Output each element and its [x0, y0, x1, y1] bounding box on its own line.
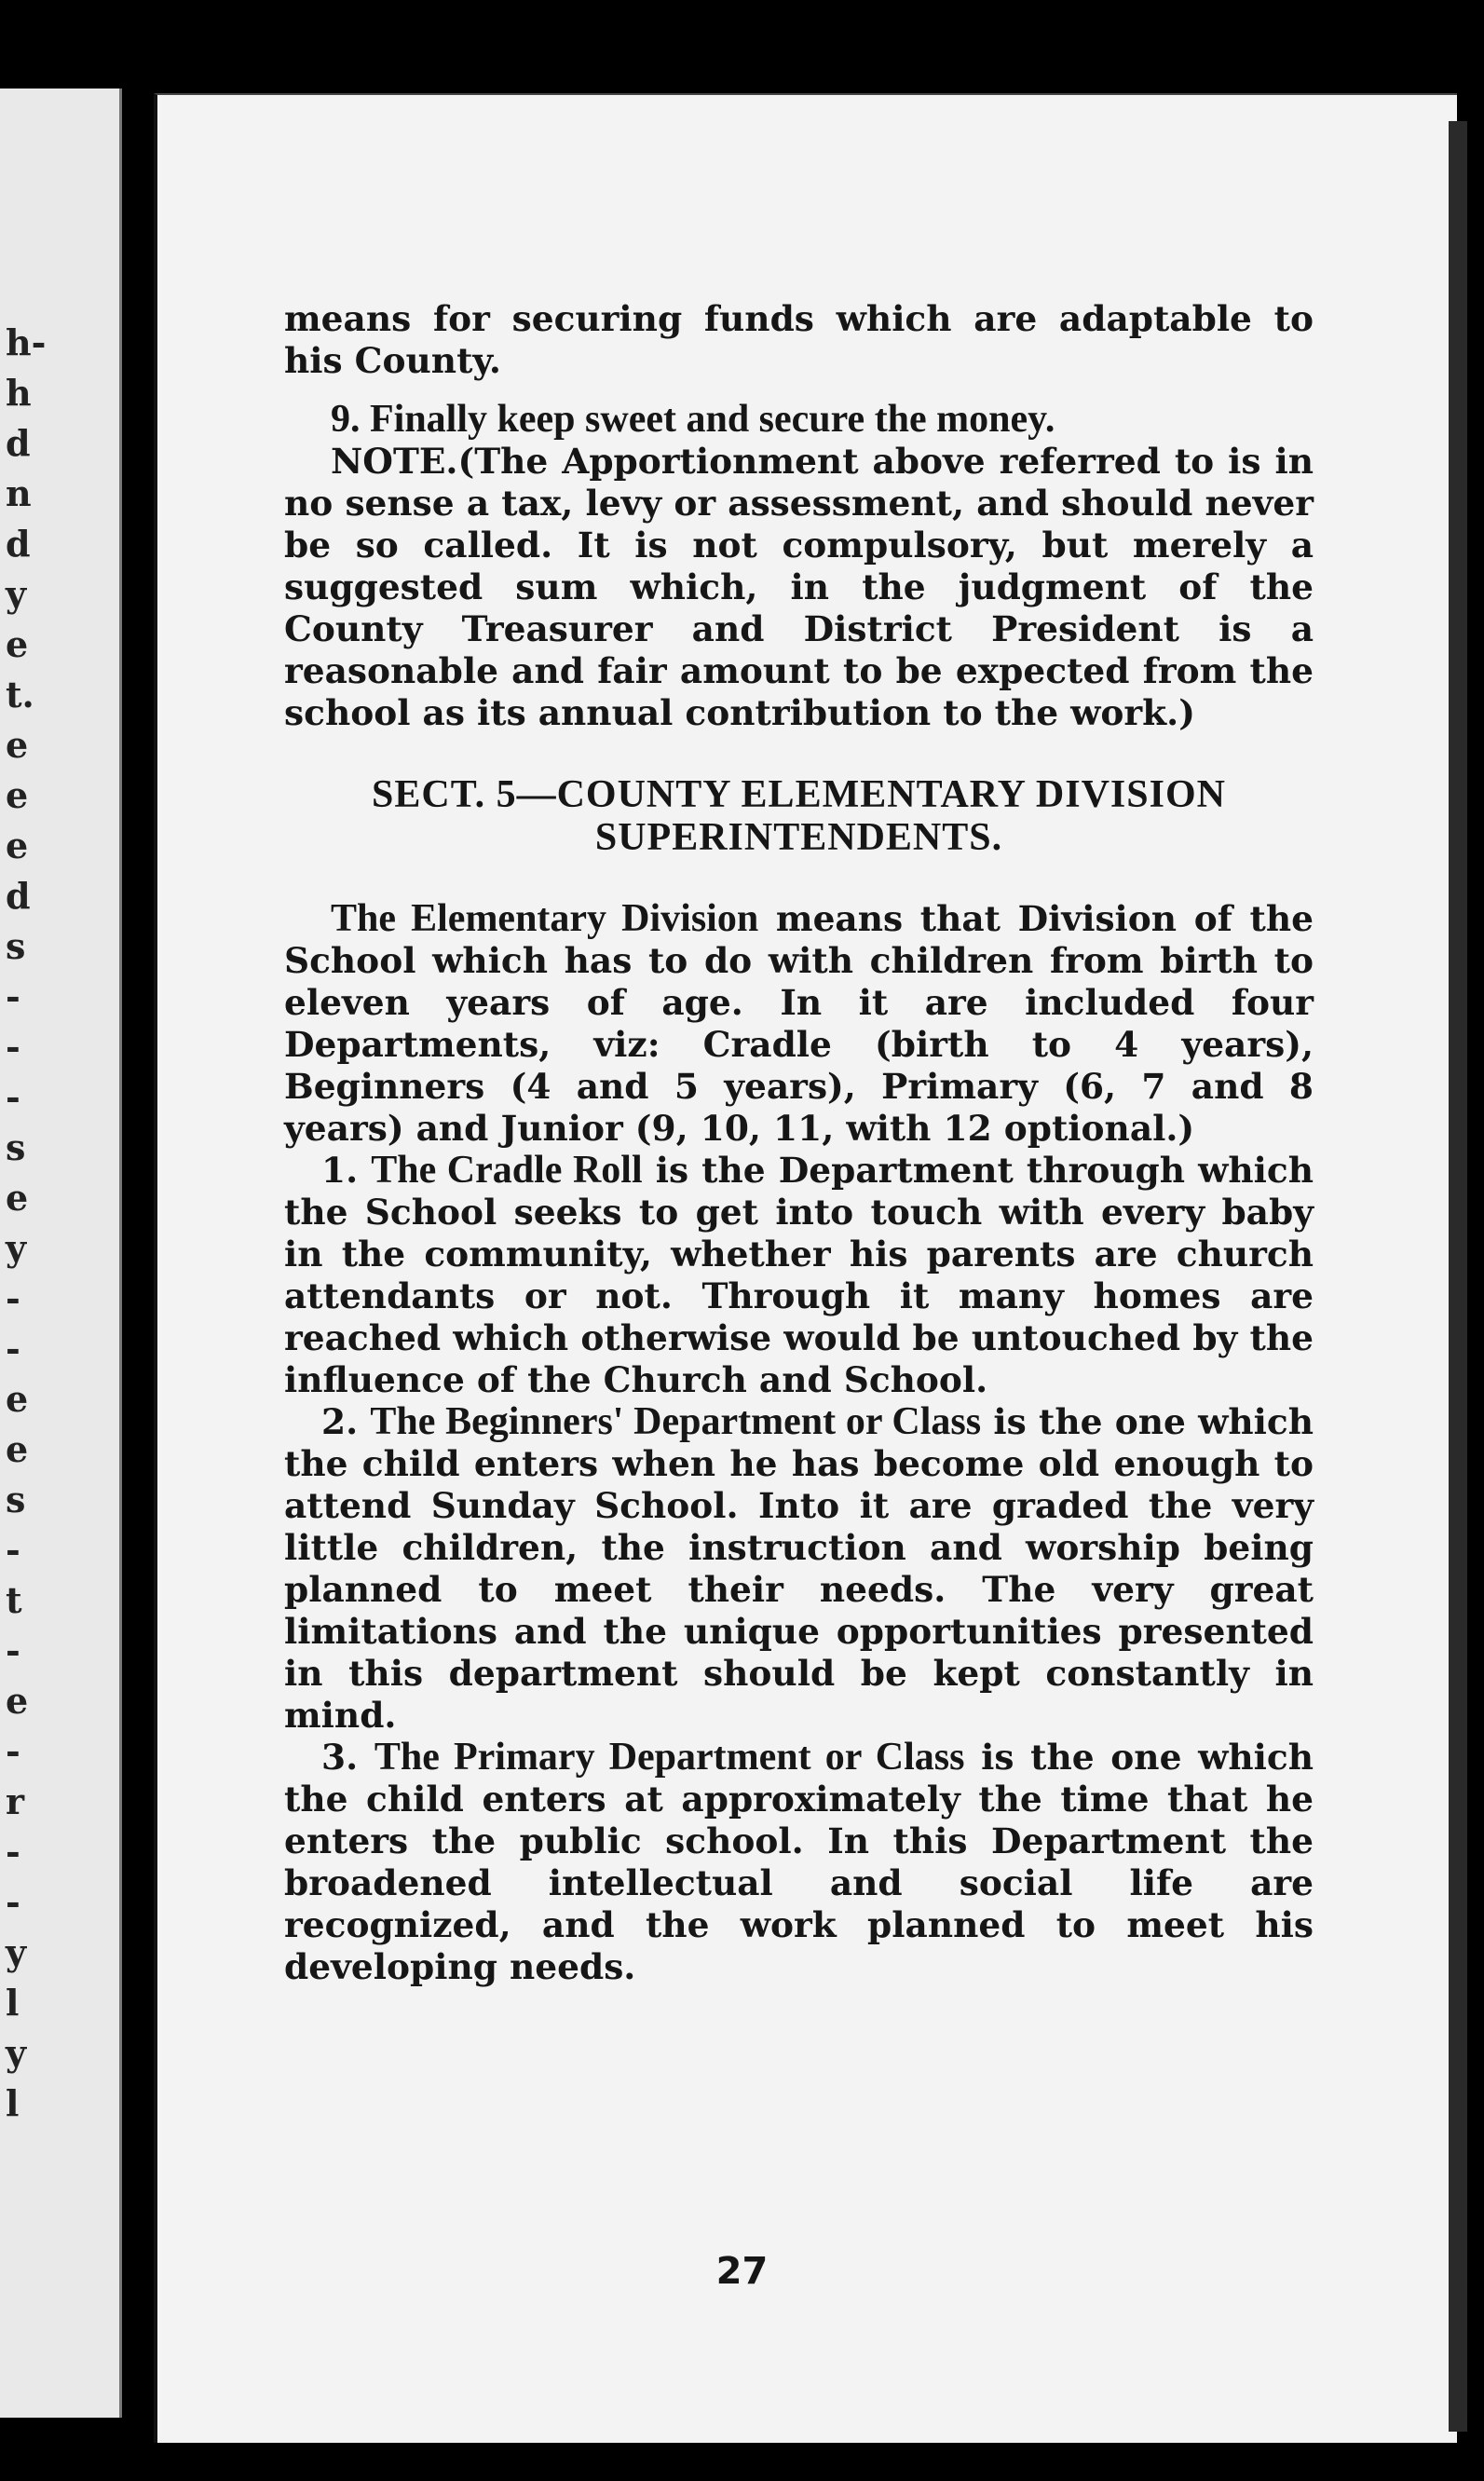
item-9: 9. Finally keep sweet and secure the money.: [331, 398, 1055, 441]
left-page-fragment: -: [6, 1026, 20, 1068]
page-edge-shadow: [1449, 121, 1467, 2432]
note-paragraph: NOTE.(The Apportionment above referred to is in no sense a tax, levy or assessment, and should never be so called. It is not compulsory, but merely a suggested sum which, in the judgment of the County Treasurer and District President is a reasonable and fair amount to be expected from the school as its annual contribution to the work.): [284, 441, 1314, 733]
left-page-fragment: d: [6, 422, 31, 464]
left-page-fragment: e: [6, 1378, 29, 1420]
left-page-fragment: -: [6, 1529, 20, 1571]
elementary-division-term: The Elementary Division: [331, 897, 759, 940]
left-page-fragment: t.: [6, 674, 34, 716]
cradle-roll-term: The Cradle Roll: [371, 1149, 643, 1192]
primary-text: is the one which the child enters at approximately the time that he enters the public school. In this Department the broadened intellectual and social life are recognized, and the work planned to meet his developing needs.: [284, 1737, 1314, 1987]
item-1-number: 1.: [321, 1150, 359, 1191]
page-number: 27: [715, 2250, 769, 2293]
left-page-fragment: -: [6, 1831, 20, 1873]
left-page-fragment: d: [6, 523, 31, 565]
left-page-fragment: l: [6, 2082, 20, 2124]
elementary-division-paragraph: [284, 898, 1314, 1150]
elementary-division-text: means that Division of the School which has to do with children from birth to eleven years of age. In it are included four Departments, viz: Cradle (birth to 4 years), Beginners (4 and 5 years), Primary (6, 7 and 8 years) and Junior (9, 10, 11, with 12 optional.): [284, 898, 1314, 1149]
item-2-number: 2.: [321, 1401, 359, 1442]
left-page-fragment: e: [6, 774, 29, 816]
left-page-fragment: h-: [6, 321, 47, 363]
left-facing-page: [0, 89, 122, 2418]
left-page-fragment: y: [6, 1931, 27, 1973]
left-page-fragment: -: [6, 1328, 20, 1370]
left-page-fragment: s: [6, 1479, 26, 1520]
left-page-fragment: n: [6, 472, 32, 514]
left-page-fragment: y: [6, 2032, 27, 2074]
paragraph-funds: means for securing funds which are adaptable to his County.: [284, 298, 1314, 381]
section-heading-line-1: SECT. 5—COUNTY ELEMENTARY DIVISION: [372, 773, 1226, 816]
left-page-fragment: -: [6, 1076, 20, 1118]
left-page-fragment: -: [6, 1277, 20, 1319]
left-page-fragment: d: [6, 875, 31, 917]
left-page-fragment: s: [6, 1126, 26, 1168]
left-page-fragment: -: [6, 975, 20, 1017]
left-page-fragment: -: [6, 1629, 20, 1671]
primary-paragraph: [284, 1737, 1314, 1988]
primary-term: The Primary Department or Class: [374, 1736, 965, 1779]
left-page-fragment: t: [6, 1579, 22, 1621]
beginners-term: The Beginners' Department or Class: [370, 1400, 982, 1443]
left-page-text-fragments: [0, 89, 119, 2418]
left-page-fragment: e: [6, 825, 29, 866]
beginners-paragraph: [284, 1401, 1314, 1737]
left-page-fragment: e: [6, 623, 29, 665]
section-heading-line-2: SUPERINTENDENTS.: [594, 816, 1003, 859]
page-text: [284, 298, 1314, 1988]
left-page-fragment: e: [6, 724, 29, 766]
beginners-text: is the one which the child enters when he has become old enough to attend Sunday School. Into it are graded the very little children, the instruction and worship being planned to meet their needs. The very great limitations and the unique opportunities presented in this department should be kept constantly in mind.: [284, 1401, 1314, 1736]
left-page-fragment: h: [6, 372, 32, 414]
left-page-fragment: e: [6, 1177, 29, 1219]
left-page-fragment: l: [6, 1982, 20, 2024]
cradle-roll-text: is the Department through which the School seeks to get into touch with every baby in the community, whether his parents are church attendants or not. Through it many homes are reached which otherwise would be untouched by the influence of the Church and School.: [284, 1150, 1314, 1400]
left-page-fragment: e: [6, 1680, 29, 1722]
left-page-fragment: -: [6, 1730, 20, 1772]
left-page-fragment: y: [6, 1227, 27, 1269]
item-3-number: 3.: [321, 1737, 359, 1778]
left-page-fragment: y: [6, 573, 27, 615]
left-page-fragment: r: [6, 1780, 25, 1822]
left-page-fragment: e: [6, 1428, 29, 1470]
cradle-roll-paragraph: [284, 1150, 1314, 1401]
left-page-fragment: s: [6, 925, 26, 967]
left-page-fragment: -: [6, 1881, 20, 1923]
